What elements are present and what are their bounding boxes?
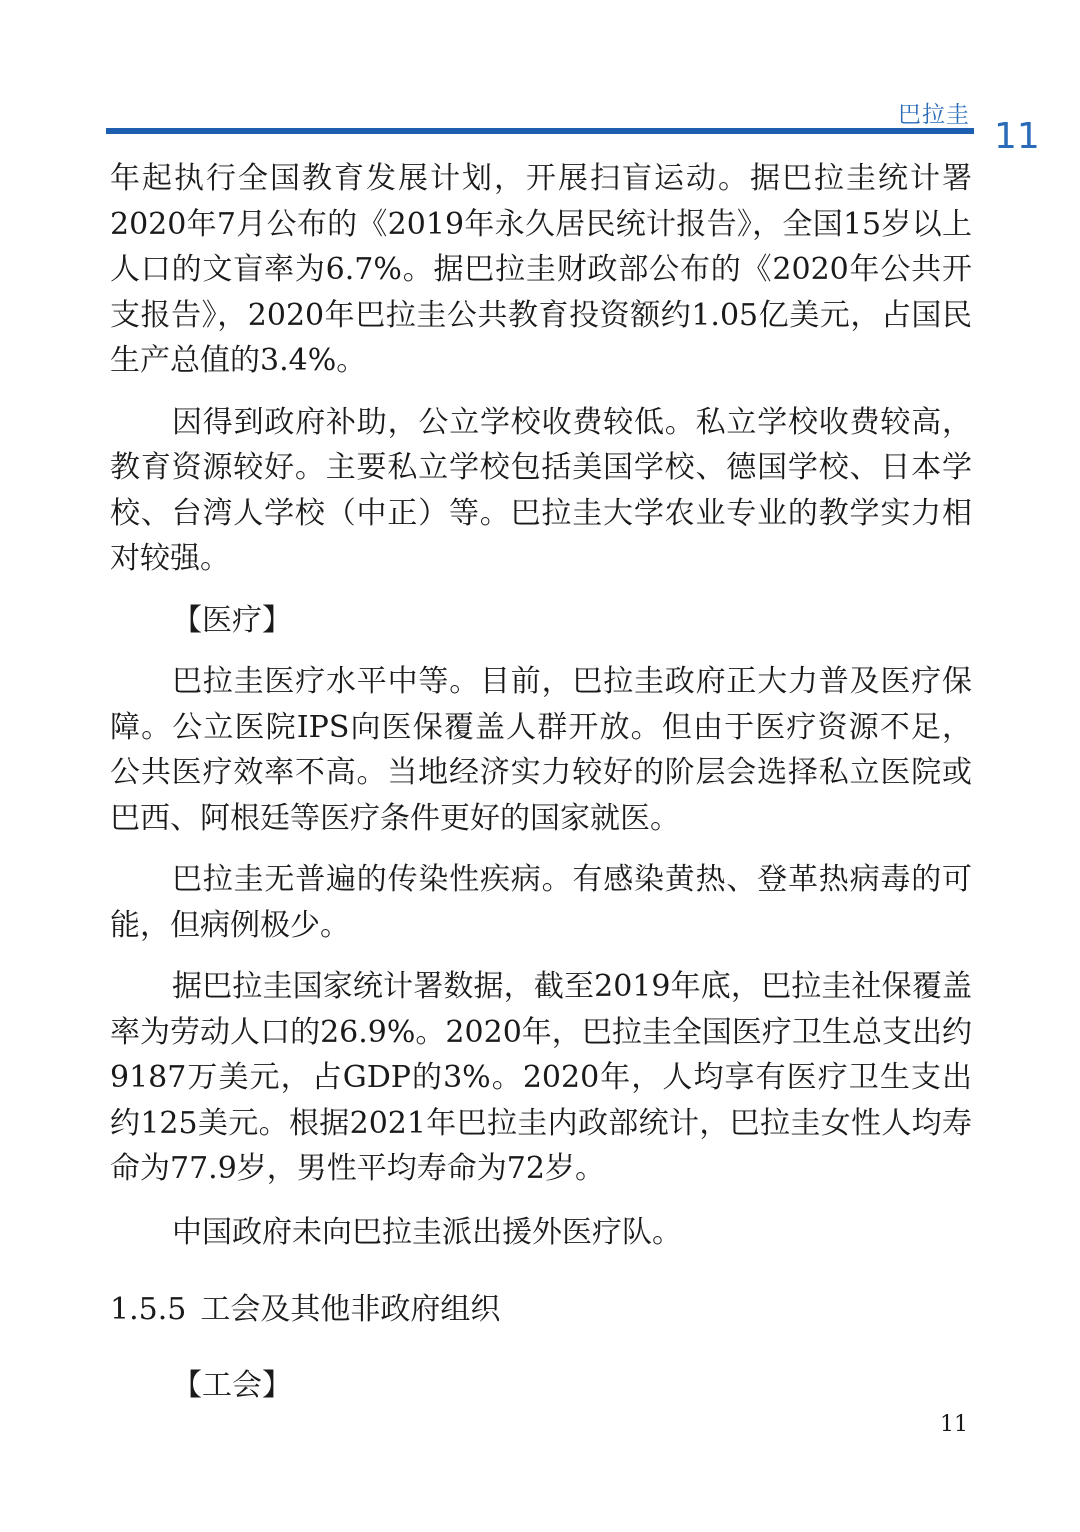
section-title: 工会及其他非政府组织 <box>200 1292 501 1327</box>
header-rule <box>106 128 974 134</box>
medical-heading: 【医疗】 <box>172 602 292 638</box>
corner-page-number: 11 <box>994 116 1040 157</box>
page-body <box>110 156 972 1408</box>
section-number: 1.5.5 <box>110 1292 187 1327</box>
running-title: 巴拉圭 <box>898 102 970 128</box>
footer-page-number: 11 <box>940 1412 968 1437</box>
paragraph-diseases: 巴拉圭无普遍的传染性疾病。有感染黄热、登革热病毒的可能，但病例极少。 <box>110 862 972 943</box>
union-heading: 【工会】 <box>172 1367 292 1403</box>
paragraph-medical-level: 巴拉圭医疗水平中等。目前，巴拉圭政府正大力普及医疗保障。公立医院IPS向医保覆盖人群开放。但由于医疗资源不足，公共医疗效率不高。当地经济实力较好的阶层会选择私立医院或巴西、阿根廷等医疗条件更好的国家就医。 <box>110 664 972 836</box>
paragraph-medical-team: 中国政府未向巴拉圭派出援外医疗队。 <box>172 1214 682 1250</box>
paragraph-education-stats: 年起执行全国教育发展计划，开展扫盲运动。据巴拉圭统计署2020年7月公布的《2019年永久居民统计报告》，全国15岁以上人口的文盲率为6.7%。据巴拉圭财政部公布的《2020年公共开支报告》，2020年巴拉圭公共教育投资额约1.05亿美元，占国民生产总值的3.4%。 <box>110 161 972 378</box>
paragraph-schools: 因得到政府补助，公立学校收费较低。私立学校收费较高，教育资源较好。主要私立学校包括美国学校、德国学校、日本学校、台湾人学校（中正）等。巴拉圭大学农业专业的教学实力相对较强。 <box>110 404 972 576</box>
paragraph-social-security: 据巴拉圭国家统计署数据，截至2019年底，巴拉圭社保覆盖率为劳动人口的26.9%。2020年，巴拉圭全国医疗卫生总支出约9187万美元，占GDP的3%。2020年，人均享有医疗卫生支出约125美元。根据2021年巴拉圭内政部统计，巴拉圭女性人均寿命为77.9岁，男性平均寿命为72岁。 <box>110 969 972 1186</box>
section-heading <box>110 1287 972 1333</box>
